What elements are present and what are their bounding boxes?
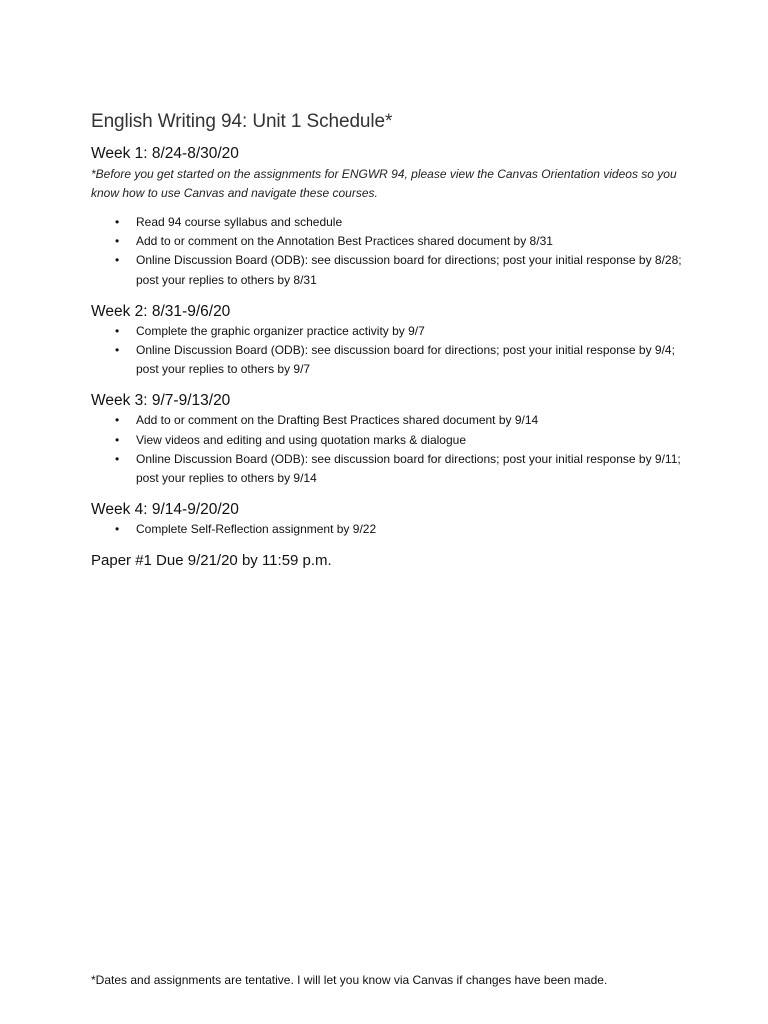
list-item-text: Add to or comment on the Annotation Best Practices shared document by 8/31 bbox=[136, 234, 553, 249]
week-4-section bbox=[91, 500, 691, 539]
week-4-task-list bbox=[91, 520, 691, 539]
bullet-icon: • bbox=[115, 413, 120, 428]
week-2-section bbox=[91, 302, 691, 380]
list-item-text: Complete Self-Reflection assignment by 9/22 bbox=[136, 522, 377, 537]
list-item-text: Online Discussion Board (ODB): see discussion board for directions; post your initial response by 9/11; post your replies to others by 9/14 bbox=[136, 451, 681, 486]
list-item bbox=[91, 450, 686, 488]
bullet-icon: • bbox=[115, 451, 120, 466]
bullet-icon: • bbox=[115, 215, 120, 229]
bullet-icon: • bbox=[115, 323, 120, 338]
week-1-heading: Week 1: 8/24-8/30/20 bbox=[91, 145, 239, 162]
document-title: English Writing 94: Unit 1 Schedule* bbox=[91, 111, 393, 132]
list-item-text: Read 94 course syllabus and schedule bbox=[136, 215, 343, 229]
list-item bbox=[91, 411, 686, 430]
list-item bbox=[91, 251, 686, 289]
week-4-heading: Week 4: 9/14-9/20/20 bbox=[91, 501, 239, 519]
bullet-icon: • bbox=[115, 234, 120, 249]
week-1-section bbox=[91, 144, 691, 290]
list-item-text: Add to or comment on the Drafting Best Practices shared document by 9/14 bbox=[136, 413, 539, 428]
week-3-section bbox=[91, 391, 691, 488]
document-body bbox=[91, 110, 691, 571]
bullet-icon: • bbox=[115, 343, 120, 358]
week-3-heading: Week 3: 9/7-9/13/20 bbox=[91, 392, 231, 410]
list-item-text: Complete the graphic organizer practice activity by 9/7 bbox=[136, 323, 425, 338]
list-item bbox=[91, 213, 686, 232]
paper-due-date: Paper #1 Due 9/21/20 by 11:59 p.m. bbox=[91, 552, 332, 570]
list-item-text: View videos and editing and using quotation marks & dialogue bbox=[136, 432, 466, 447]
list-item bbox=[91, 431, 686, 450]
bullet-icon: • bbox=[115, 432, 120, 447]
list-item bbox=[91, 341, 686, 379]
week-2-task-list bbox=[91, 322, 691, 380]
list-item-text: Online Discussion Board (ODB): see discussion board for directions; post your initial response by 9/4; post your replies to others by 9/7 bbox=[136, 343, 675, 377]
list-item bbox=[91, 322, 686, 341]
week-2-heading: Week 2: 8/31-9/6/20 bbox=[91, 302, 231, 320]
week-1-task-list bbox=[91, 213, 691, 290]
list-item bbox=[91, 232, 686, 251]
canvas-orientation-note: *Before you get started on the assignments for ENGWR 94, please view the Canvas Orientation videos so you know how to use Canvas and navigate these courses. bbox=[91, 167, 677, 200]
bullet-icon: • bbox=[115, 253, 120, 268]
footer-disclaimer: *Dates and assignments are tentative. I will let you know via Canvas if changes have been made. bbox=[91, 973, 608, 987]
list-item bbox=[91, 520, 686, 539]
week-3-task-list bbox=[91, 411, 691, 488]
list-item-text: Online Discussion Board (ODB): see discussion board for directions; post your initial response by 8/28; post your replies to others by 8/31 bbox=[136, 253, 682, 287]
bullet-icon: • bbox=[115, 522, 120, 537]
